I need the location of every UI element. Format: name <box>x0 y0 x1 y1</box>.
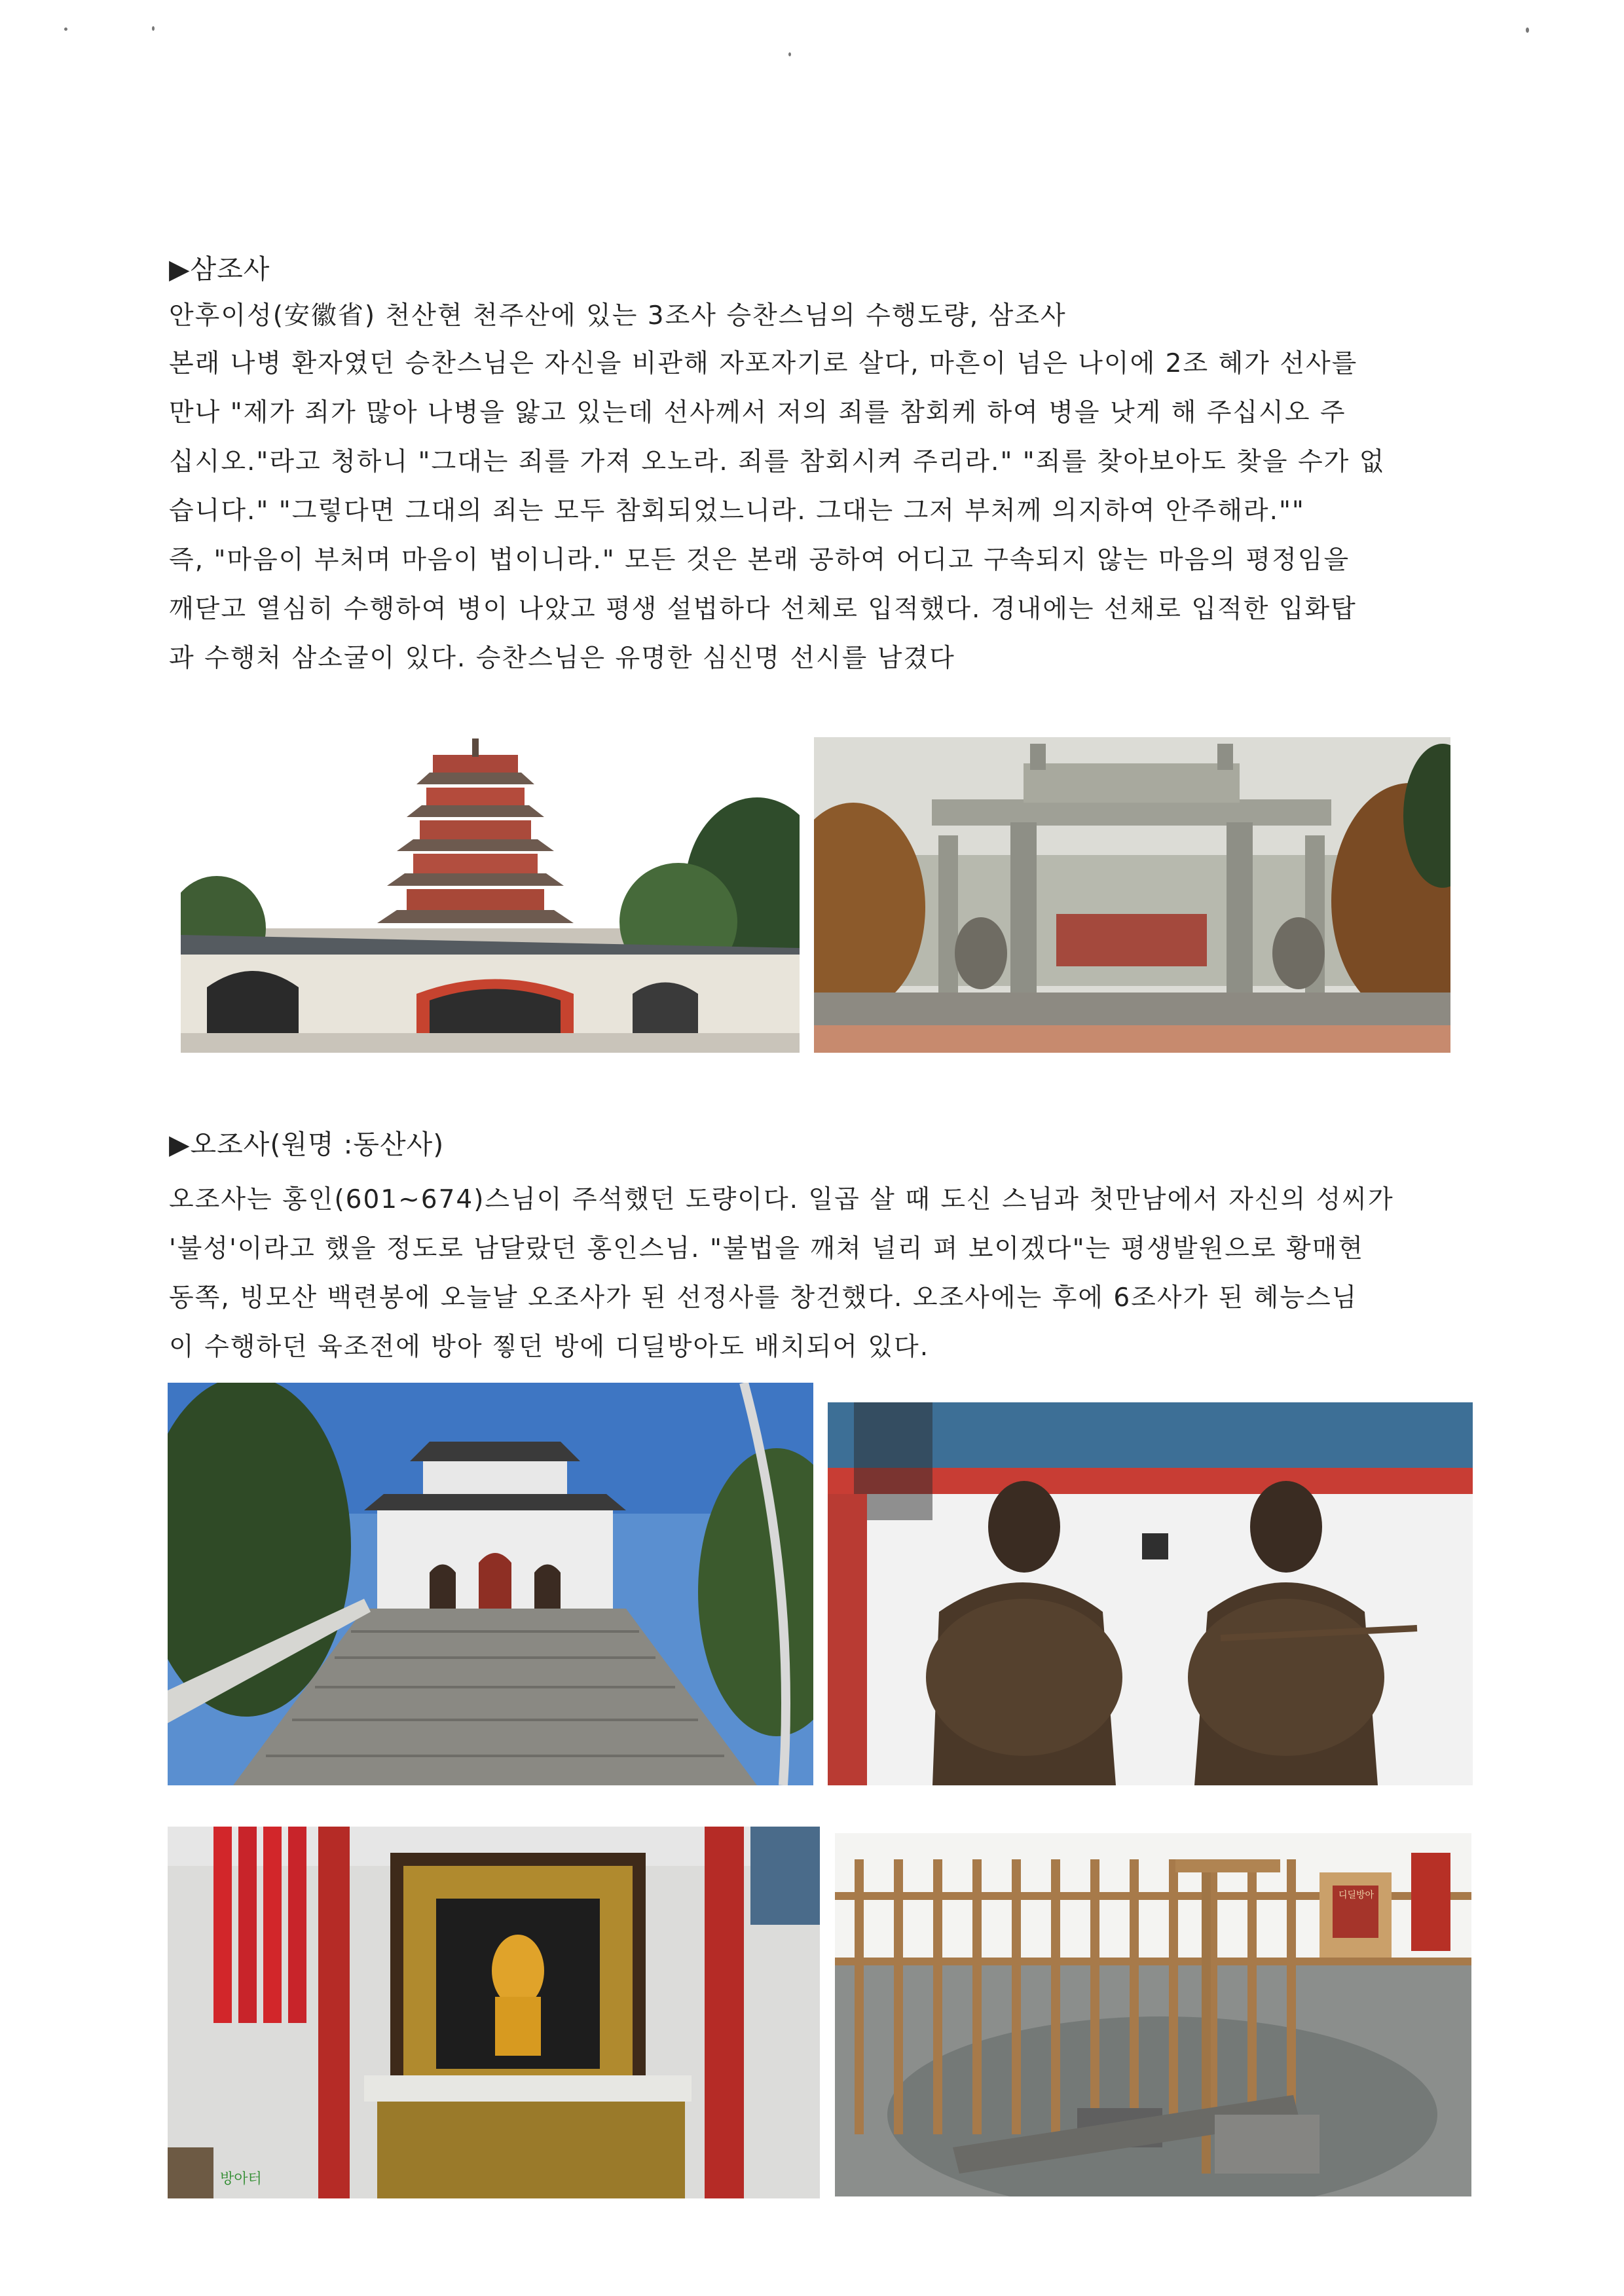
mill-site-label: 방아터 <box>220 2171 262 2187</box>
body-line: 십시오."라고 청하니 "그대는 죄를 가져 오노라. 죄를 참회시켜 주리라." "죄를 찾아보아도 찾을 수가 없 <box>169 447 1386 477</box>
scan-speck <box>788 52 791 56</box>
photo-treadle-mill <box>835 1833 1471 2196</box>
body-line: 과 수행처 삼소굴이 있다. 승찬스님은 유명한 심신명 선시를 남겼다 <box>169 644 955 673</box>
body-line: 습니다." "그렇다면 그대의 죄는 모두 참회되었느니라. 그대는 그저 부처께 의지하여 안주해라."" <box>169 496 1305 526</box>
photo-stone-gate <box>814 737 1450 1053</box>
section-body-ojosa <box>169 1175 1472 1372</box>
body-line: 본래 나병 환자였던 승찬스님은 자신을 비관해 자포자기로 살다, 마흔이 넘은 나이에 2조 혜가 선사를 <box>169 349 1358 378</box>
section-body-samjosa <box>169 339 1472 683</box>
photo-altar-hall <box>168 1827 820 2198</box>
body-line: 동쪽, 빙모산 백련봉에 오늘날 오조사가 된 선정사를 창건했다. 오조사에는 후에 6조사가 된 혜능스님 <box>169 1283 1358 1313</box>
body-line: 깨닫고 열심히 수행하여 병이 나았고 평생 설법하다 선체로 입적했다. 경내에는 선채로 입적한 입화탑 <box>169 594 1357 624</box>
scan-speck <box>64 27 67 31</box>
photo-temple-entrance <box>168 1383 813 1785</box>
photo-guardian-statues <box>828 1402 1473 1785</box>
scan-speck <box>1526 27 1529 33</box>
photo-pagoda <box>181 732 800 1053</box>
body-line: 오조사는 홍인(601~674)스님이 주석했던 도량이다. 일곱 살 때 도신 스님과 첫만남에서 자신의 성씨가 <box>169 1185 1394 1214</box>
body-line: '불성'이라고 했을 정도로 남달랐던 홍인스님. "불법을 깨쳐 널리 펴 보이겠다"는 평생발원으로 황매현 <box>169 1234 1365 1264</box>
section-subtitle-samjosa: 안후이성(安徽省) 천산현 천주산에 있는 3조사 승찬스님의 수행도량, 삼조사 <box>169 301 1067 331</box>
section-title-ojosa: ▶오조사(원명 :동산사) <box>169 1129 445 1160</box>
scan-speck <box>152 26 155 31</box>
body-line: 만나 "제가 죄가 많아 나병을 앓고 있는데 선사께서 저의 죄를 참회케 하여 병을 낫게 해 주십시오 주 <box>169 398 1346 428</box>
mill-sign-text: 디딜방아 <box>1338 1890 1375 1901</box>
section-title-samjosa: ▶삼조사 <box>169 253 270 285</box>
body-line: 즉, "마음이 부처며 마음이 법이니라." 모든 것은 본래 공하여 어디고 구속되지 않는 마음의 평정임을 <box>169 545 1350 575</box>
body-line: 이 수행하던 육조전에 방아 찧던 방에 디딜방아도 배치되어 있다. <box>169 1332 930 1362</box>
